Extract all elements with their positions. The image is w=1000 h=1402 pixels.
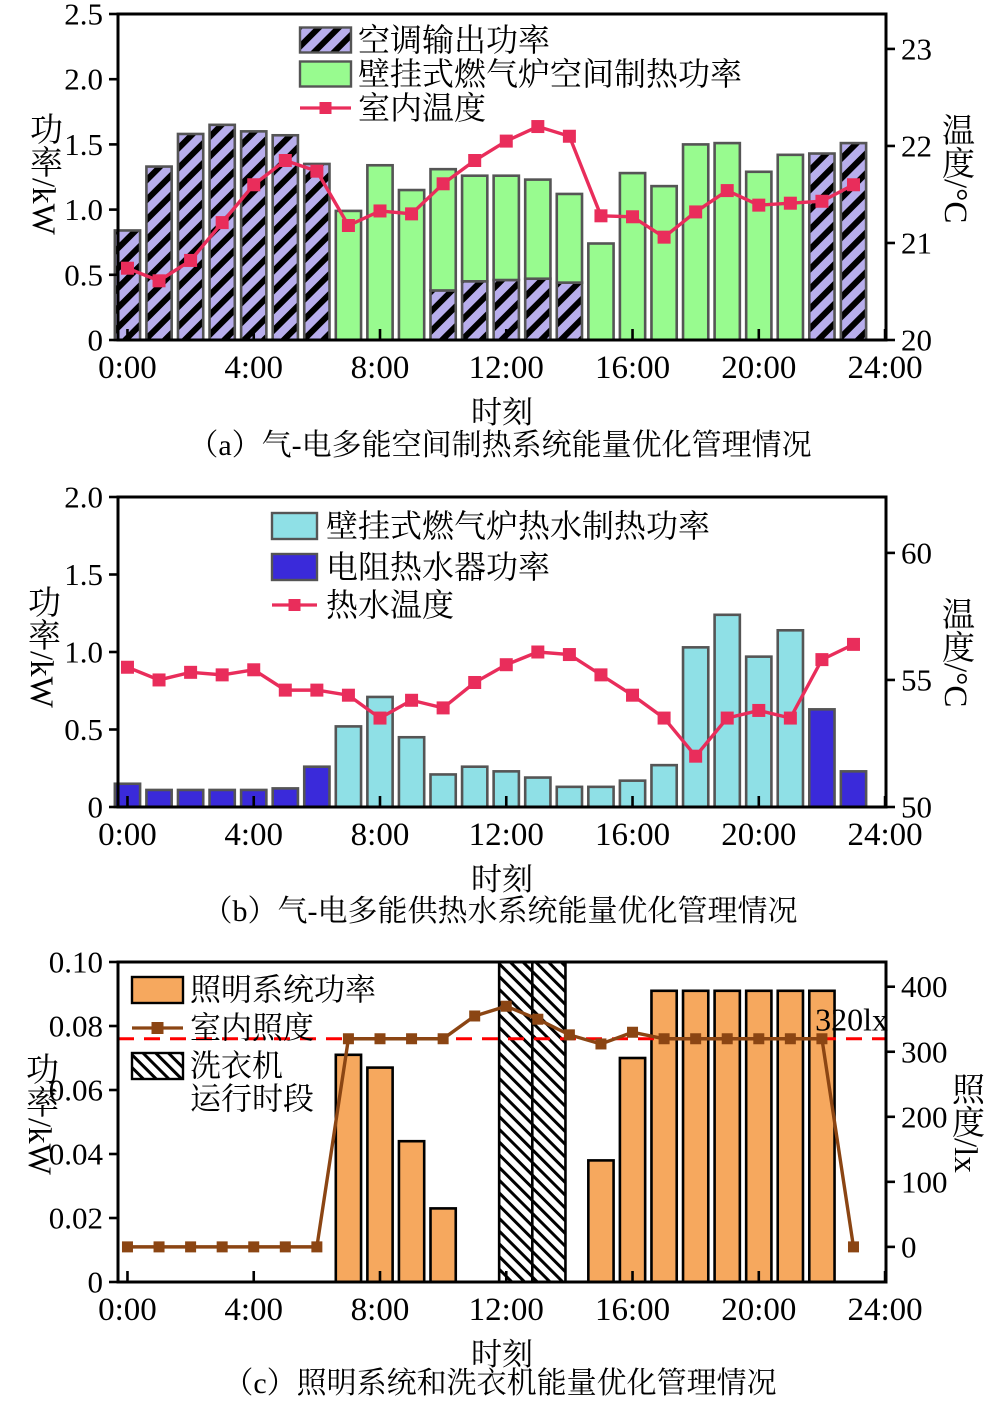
legend-label: 室内照度 <box>190 1010 314 1046</box>
x-tick-label: 20:00 <box>721 350 797 386</box>
square-marker-icon <box>815 653 828 666</box>
b-bar-series1-h23 <box>841 771 866 807</box>
legend-label: 照明系统功率 <box>190 972 376 1008</box>
y-left-tick-label: 1.5 <box>64 557 103 592</box>
b-bar-series0-h15 <box>588 787 613 807</box>
square-marker-icon <box>373 712 386 725</box>
b-bar-series0-h13 <box>525 778 550 807</box>
square-marker-icon <box>848 1241 859 1252</box>
square-marker-icon <box>785 1033 796 1044</box>
a-bar-series0-h22 <box>809 154 834 340</box>
square-marker-icon <box>595 1038 606 1049</box>
legend-label: 洗衣机 <box>190 1048 283 1084</box>
y-right-tick-label: 20 <box>901 322 932 358</box>
y-left-tick-label: 0.08 <box>48 1008 103 1044</box>
square-marker-icon <box>121 262 134 275</box>
square-marker-icon <box>185 1241 196 1252</box>
b-bar-series0-h10 <box>431 774 456 807</box>
b-bar-series0-h19 <box>715 615 740 807</box>
square-marker-icon <box>406 1033 417 1044</box>
square-marker-icon <box>438 1033 449 1044</box>
square-marker-icon <box>689 205 702 218</box>
b-bar-series1-h2 <box>178 790 203 807</box>
square-marker-icon <box>247 178 260 191</box>
legend-b <box>272 508 710 623</box>
caption-b: （b）气-电多能供热水系统能量优化管理情况 <box>202 895 798 928</box>
a-bar-series0-h11 <box>462 281 487 340</box>
x-tick-label: 4:00 <box>224 817 284 853</box>
a-bar-series1-h12 <box>494 176 519 280</box>
c-bar-series0-h8 <box>367 1068 392 1282</box>
square-marker-icon <box>564 1029 575 1040</box>
legend-label: 壁挂式燃气炉空间制热功率 <box>358 56 743 92</box>
xlabel-c: 时刻 <box>471 1337 533 1372</box>
square-marker-icon <box>847 638 860 651</box>
square-marker-icon <box>248 1241 259 1252</box>
square-marker-icon <box>847 178 860 191</box>
square-marker-icon <box>468 676 481 689</box>
y-right-tick-label: 22 <box>901 128 932 164</box>
b-bar-series1-h1 <box>146 790 171 807</box>
square-marker-icon <box>721 712 734 725</box>
square-marker-icon <box>122 1241 133 1252</box>
legend-swatch-icon <box>132 1053 183 1079</box>
square-marker-icon <box>563 130 576 143</box>
a-bar-series0-h6 <box>304 164 329 340</box>
a-bar-series0-h4 <box>241 131 266 340</box>
washing-machine-period-bar-1 <box>532 962 565 1282</box>
square-marker-icon <box>658 712 671 725</box>
legend-label: 壁挂式燃气炉热水制热功率 <box>326 508 711 544</box>
square-marker-icon <box>784 197 797 210</box>
x-tick-label: 24:00 <box>847 350 923 386</box>
square-marker-icon <box>690 1033 701 1044</box>
a-bar-series0-h10 <box>431 290 456 340</box>
square-marker-icon <box>374 1033 385 1044</box>
y-right-tick-label: 60 <box>901 535 932 571</box>
square-marker-icon <box>279 684 292 697</box>
legend-a <box>300 22 742 126</box>
square-marker-icon <box>563 648 576 661</box>
square-marker-icon <box>531 120 544 133</box>
x-tick-label: 16:00 <box>594 350 671 386</box>
x-tick-label: 16:00 <box>594 817 671 853</box>
a-bar-series1-h19 <box>715 143 740 340</box>
y-left-tick-label: 0.10 <box>48 944 103 980</box>
a-bar-series1-h8 <box>367 165 392 340</box>
y-left-tick-label: 1.0 <box>64 634 103 670</box>
square-marker-icon <box>342 219 355 232</box>
caption-c: （c）照明系统和洗衣机能量优化管理情况 <box>223 1367 777 1400</box>
x-tick-label: 0:00 <box>98 1292 157 1328</box>
b-bar-series0-h14 <box>557 787 582 807</box>
square-marker-icon <box>153 673 166 686</box>
square-marker-icon <box>627 1027 638 1038</box>
legend-label: 空调输出功率 <box>358 22 551 58</box>
legend-swatch-icon <box>300 62 351 87</box>
square-marker-icon <box>405 694 418 707</box>
square-marker-icon <box>153 274 166 287</box>
x-tick-label: 4:00 <box>224 350 284 386</box>
x-tick-label: 24:00 <box>847 1292 923 1328</box>
b-line-series <box>127 644 853 756</box>
panel-c <box>49 945 948 1329</box>
a-bar-series0-h2 <box>178 134 203 340</box>
b-bar-series1-h5 <box>273 788 298 807</box>
x-tick-label: 8:00 <box>350 350 410 386</box>
ylabel-c-right: 照度/lx <box>947 1072 983 1173</box>
square-marker-icon <box>437 701 450 714</box>
b-bar-series0-h9 <box>399 737 424 807</box>
ylabel-c-left: 功率/kW <box>21 1052 57 1175</box>
a-bar-series1-h13 <box>525 180 550 279</box>
square-marker-icon <box>532 1014 543 1025</box>
a-bar-series1-h16 <box>620 173 645 340</box>
square-marker-icon <box>531 646 544 659</box>
square-marker-icon <box>437 177 450 190</box>
square-marker-icon <box>468 154 481 167</box>
y-left-tick-label: 0.5 <box>64 712 103 747</box>
square-marker-icon <box>752 199 765 212</box>
square-marker-icon <box>310 165 323 178</box>
square-marker-icon <box>216 668 229 681</box>
legend-marker-icon <box>320 102 332 114</box>
legend-swatch-icon <box>272 513 317 539</box>
xlabel-a: 时刻 <box>471 395 533 430</box>
a-bar-series0-h1 <box>146 167 171 340</box>
square-marker-icon <box>722 1033 733 1044</box>
x-tick-label: 0:00 <box>98 817 157 853</box>
x-tick-label: 12:00 <box>468 817 544 853</box>
y-right-tick-label: 400 <box>901 969 948 1005</box>
x-tick-label: 12:00 <box>468 1292 544 1328</box>
ylabel-a-right: 温度/°C <box>937 113 973 224</box>
legend-swatch-icon <box>132 977 183 1003</box>
y-left-tick-label: 1.5 <box>64 126 103 162</box>
b-bar-series0-h17 <box>651 765 676 807</box>
y-left-tick-label: 1.0 <box>64 192 103 228</box>
c-bar-series0-h16 <box>620 1058 645 1282</box>
y-left-tick-label: 0.02 <box>48 1200 103 1236</box>
x-tick-label: 12:00 <box>468 350 544 386</box>
square-marker-icon <box>310 684 323 697</box>
a-bar-series1-h17 <box>651 186 676 340</box>
y-left-tick-label: 2.5 <box>64 0 103 32</box>
y-left-tick-label: 2.0 <box>64 61 103 97</box>
square-marker-icon <box>501 1001 512 1012</box>
y-left-tick-label: 0.06 <box>48 1072 103 1108</box>
square-marker-icon <box>342 689 355 702</box>
x-tick-label: 20:00 <box>721 817 797 853</box>
square-marker-icon <box>659 1033 670 1044</box>
a-bar-series0-h23 <box>841 143 866 340</box>
square-marker-icon <box>500 135 513 148</box>
y-right-tick-label: 300 <box>901 1034 948 1070</box>
y-right-tick-label: 21 <box>901 225 932 261</box>
b-bar-series1-h22 <box>809 709 834 807</box>
y-right-tick-label: 100 <box>901 1164 948 1200</box>
a-bar-series1-h14 <box>557 194 582 283</box>
x-tick-label: 24:00 <box>847 817 923 853</box>
y-right-tick-label: 0 <box>901 1229 917 1265</box>
square-marker-icon <box>280 1241 291 1252</box>
square-marker-icon <box>752 704 765 717</box>
legend-swatch-icon <box>300 28 351 53</box>
ylabel-a-left: 功率/kW <box>25 112 61 235</box>
legend-marker-icon <box>152 1022 164 1034</box>
square-marker-icon <box>815 195 828 208</box>
b-bar-series1-h6 <box>304 767 329 807</box>
y-left-tick-label: 0 <box>87 789 103 825</box>
square-marker-icon <box>626 210 639 223</box>
square-marker-icon <box>753 1033 764 1044</box>
a-bar-series0-h13 <box>525 279 550 340</box>
ylabel-b-left: 功率/kW <box>23 585 59 708</box>
c-bar-series0-h10 <box>431 1208 456 1282</box>
square-marker-icon <box>247 663 260 676</box>
b-bar-series0-h20 <box>746 657 771 807</box>
y-left-tick-label: 0.5 <box>64 257 103 293</box>
legend-label: 室内温度 <box>358 90 487 126</box>
b-bar-series1-h3 <box>210 790 235 807</box>
threshold-value-label: 320lx <box>815 1001 888 1038</box>
a-bar-series1-h15 <box>588 244 613 340</box>
x-tick-label: 0:00 <box>98 350 157 386</box>
square-marker-icon <box>721 184 734 197</box>
square-marker-icon <box>469 1010 480 1021</box>
square-marker-icon <box>626 689 639 702</box>
x-tick-label: 8:00 <box>350 817 410 853</box>
legend-marker-icon <box>289 599 301 611</box>
square-marker-icon <box>217 1241 228 1252</box>
b-bar-series0-h18 <box>683 647 708 807</box>
square-marker-icon <box>154 1241 165 1252</box>
square-marker-icon <box>405 207 418 220</box>
square-marker-icon <box>500 658 513 671</box>
y-right-tick-label: 200 <box>901 1099 948 1135</box>
y-left-tick-label: 0 <box>87 322 103 358</box>
x-tick-label: 20:00 <box>721 1292 797 1328</box>
legend-swatch-icon <box>272 554 317 580</box>
square-marker-icon <box>184 254 197 267</box>
y-right-tick-label: 23 <box>901 31 932 67</box>
square-marker-icon <box>689 750 702 763</box>
y-left-tick-label: 2.0 <box>64 479 103 515</box>
square-marker-icon <box>784 712 797 725</box>
a-bar-series1-h20 <box>746 172 771 340</box>
panel-a <box>64 0 932 386</box>
square-marker-icon <box>594 209 607 222</box>
square-marker-icon <box>279 154 292 167</box>
legend-label: 电阻热水器功率 <box>326 549 551 585</box>
a-bar-series1-h21 <box>778 155 803 340</box>
a-bar-series1-h11 <box>462 176 487 282</box>
a-line-series <box>127 127 853 281</box>
legend-label: 运行时段 <box>190 1081 314 1117</box>
square-marker-icon <box>311 1241 322 1252</box>
x-tick-label: 16:00 <box>594 1292 671 1328</box>
ylabel-b-right: 温度/°C <box>937 597 973 708</box>
y-right-tick-label: 55 <box>901 662 932 698</box>
panel-b <box>64 480 932 854</box>
y-left-tick-label: 0.04 <box>48 1136 103 1172</box>
a-bar-series0-h14 <box>557 283 582 340</box>
y-left-tick-label: 0 <box>87 1264 103 1300</box>
square-marker-icon <box>343 1033 354 1044</box>
legend-label: 热水温度 <box>326 587 455 623</box>
xlabel-b: 时刻 <box>471 862 533 897</box>
square-marker-icon <box>373 204 386 217</box>
square-marker-icon <box>184 666 197 679</box>
y-right-tick-label: 50 <box>901 789 932 825</box>
square-marker-icon <box>594 668 607 681</box>
x-tick-label: 4:00 <box>224 1292 284 1328</box>
caption-a: （a）气-电多能空间制热系统能量优化管理情况 <box>188 429 812 462</box>
c-bar-series0-h9 <box>399 1141 424 1282</box>
x-tick-label: 8:00 <box>350 1292 410 1328</box>
square-marker-icon <box>658 231 671 244</box>
b-bar-series0-h7 <box>336 726 361 807</box>
a-bar-series1-h18 <box>683 144 708 340</box>
square-marker-icon <box>121 661 134 674</box>
c-bar-series0-h15 <box>588 1160 613 1282</box>
square-marker-icon <box>216 216 229 229</box>
b-bar-series0-h11 <box>462 767 487 807</box>
